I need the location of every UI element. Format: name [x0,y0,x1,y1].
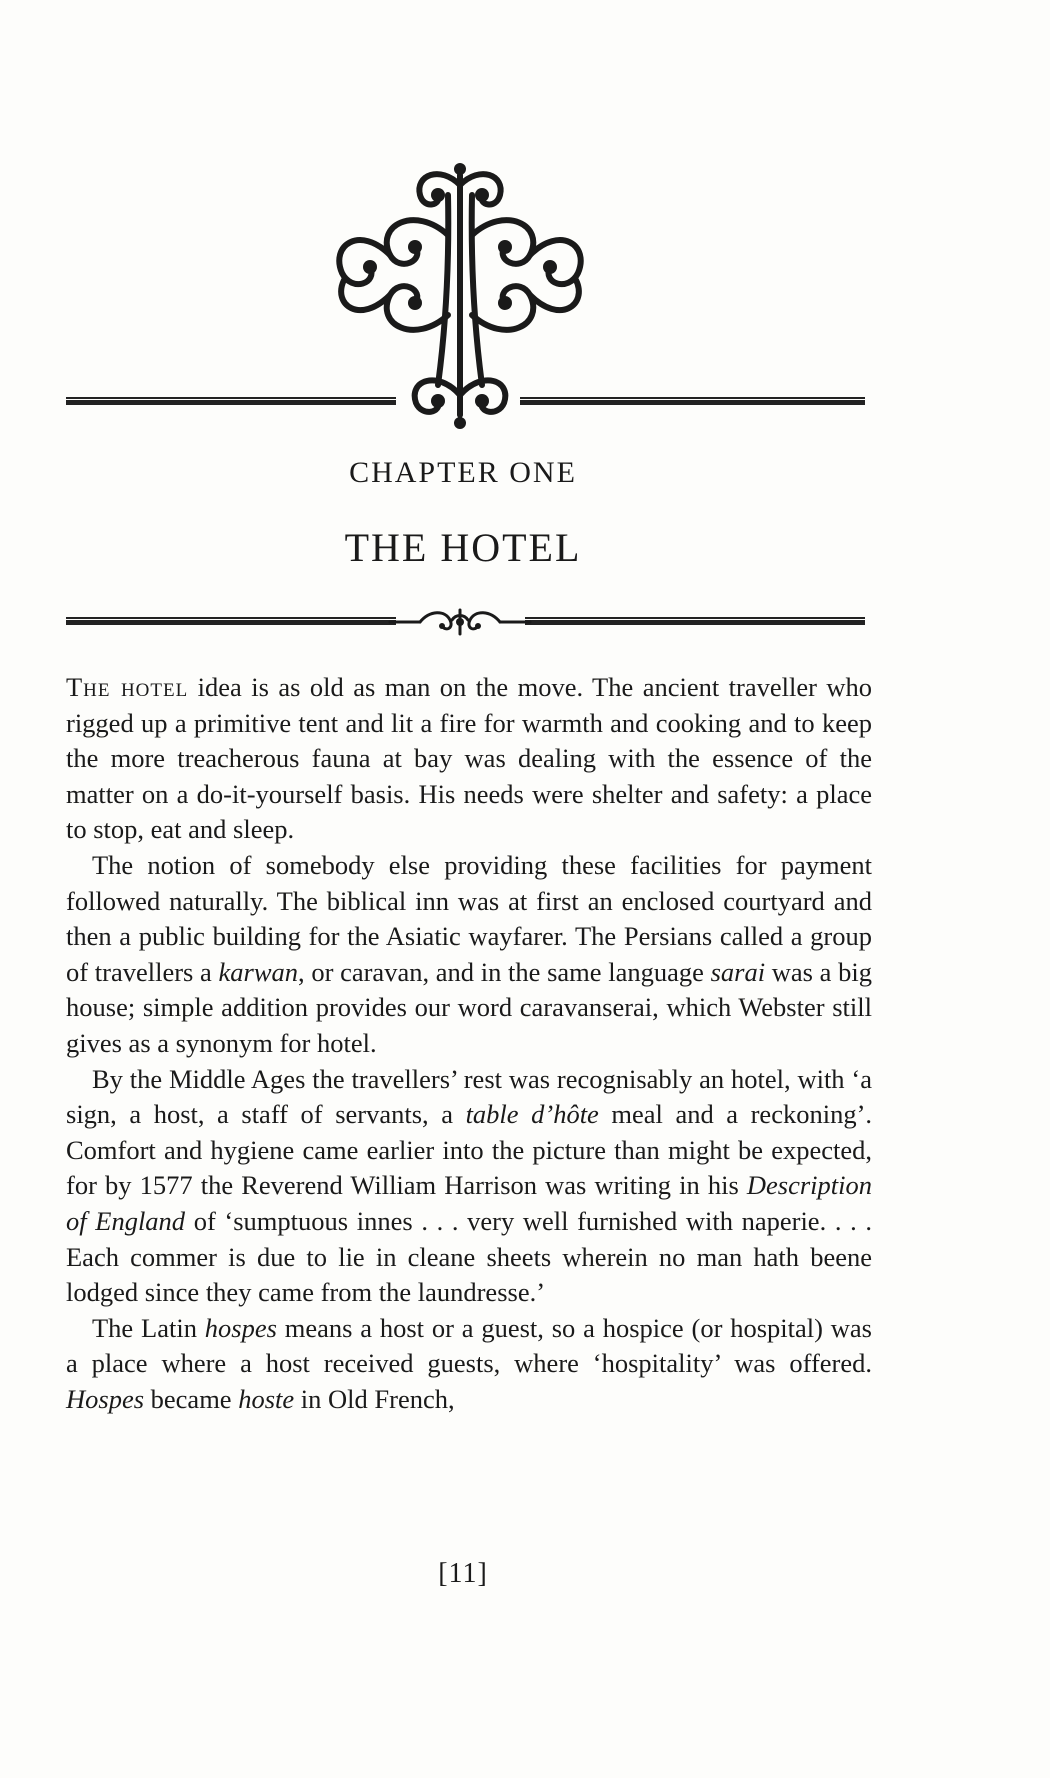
italic-term: hoste [238,1383,295,1414]
body-text [66,670,872,1417]
italic-term: table d’hôte [465,1099,599,1130]
paragraph-text: was a big house; simple addition provides our word caravanserai, which Webster still gives as a synonym for hotel. [66,956,872,1058]
italic-term: hospes [204,1312,277,1343]
paragraph-text: became [144,1383,239,1414]
paragraph-text: , or caravan, and in the same language [298,956,711,987]
floral-scroll-ornament-icon [320,155,600,435]
paragraph-text: means a host or a guest, so a hospice (or hospital) was a place where a host received guests, where ‘hospitality’ was offered. [66,1312,872,1379]
bottom-rule-right [525,617,865,625]
italic-term: Description of England [66,1170,872,1236]
page-number: [11] [438,1558,488,1589]
italic-term: Hospes [66,1383,145,1414]
paragraph [66,848,872,1062]
paragraph-text: idea is as old as man on the move. The ancient traveller who rigged up a primitive tent and lit a fire for warmth and cooking and to keep the more treacherous fauna at bay was dealing with the essence of the matter on a do-it-yourself basis. His needs were shelter and safety: a place to stop, eat and sleep. [66,672,873,845]
chapter-title: THE HOTEL [344,525,582,570]
italic-term: sarai [710,956,766,987]
paragraph-text: The notion of somebody else providing these facilities for payment followed naturally. The biblical inn was at first an enclosed courtyard and then a public building for the Asiatic wayfarer. The Persians called a group of travellers a [66,849,872,987]
paragraph-text: By the Middle Ages the travellers’ rest was recognisably an hotel, with ‘a sign, a host, a staff of servants, a [66,1063,872,1130]
top-rule-left [66,397,396,405]
chapter-label: CHAPTER ONE [349,456,577,489]
paragraph-text: of ‘sumptuous innes . . . very well furnished with naperie. . . . Each commer is due to lie in cleane sheets wherein no man hath beene lodged since they came from the laundresse.’ [66,1205,872,1308]
paragraph [66,1311,872,1418]
paragraph-text: The Latin [92,1312,205,1343]
paragraph-text: meal and a reckoning’. Comfort and hygiene came earlier into the picture than might be expected, for by 1577 the Reverend William Harrison was writing in his [66,1099,873,1201]
top-rule-right [520,397,865,405]
bottom-rule-left [66,617,396,625]
paragraph-text: in Old French, [294,1383,455,1414]
paragraph [66,670,872,848]
paragraph [66,1062,872,1311]
scroll-flourish-icon [380,600,540,640]
italic-term: karwan [218,956,298,987]
lead-small-caps: The hotel [66,672,189,702]
